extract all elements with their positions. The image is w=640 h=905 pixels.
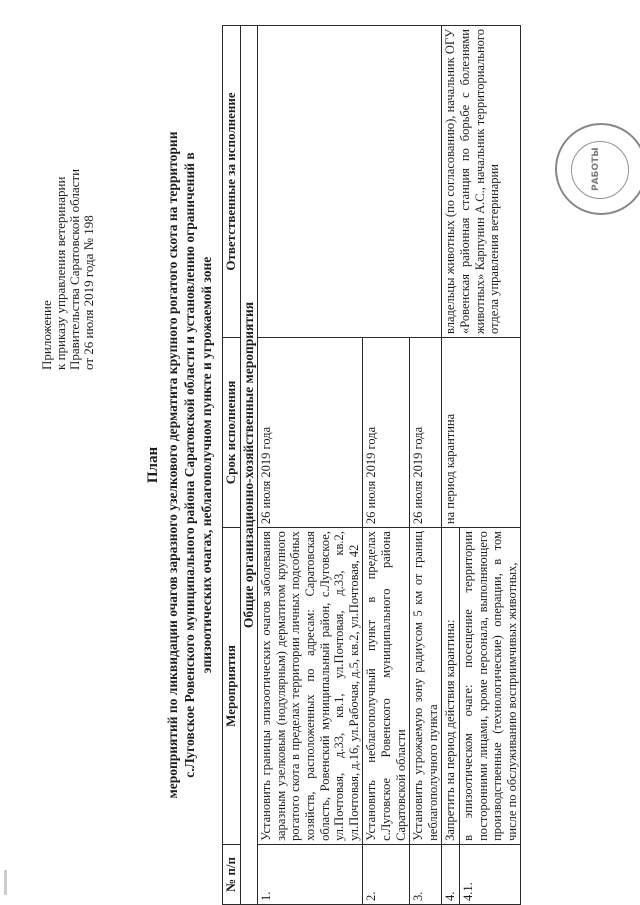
row-activity: Установить угрожаемую зону радиусом 5 км от границ неблагополучного пункта: [410, 528, 442, 845]
annex-line: Правительства Саратовской области: [67, 168, 82, 370]
official-stamp: [555, 123, 640, 215]
header-responsible: Ответственные за исполнение: [223, 26, 241, 338]
header-activity: Мероприятия: [223, 528, 241, 845]
scan-margin-mark: [4, 870, 7, 895]
row-responsible: владельцы животных (по согласованию), начальник ОГУ «Ровенская районная станция по борьбе с болезнями животных» Карпунин А.С., начальник территориального отдела управления ветеринарии: [442, 26, 521, 338]
stamp-text: РАБОТЫ: [591, 147, 601, 191]
row-responsible: [258, 26, 442, 338]
annex-line: Приложение: [39, 300, 54, 370]
title-line: с.Луговское Ровенского муниципального района Саратовской области и установлению ограничений в: [182, 152, 197, 778]
table-header-row: [223, 26, 241, 905]
row-activity: в эпизоотическом очаге: посещение территории посторонними лицами, кроме персонала, выполняющего производственные (технологические) операции, в том числе по обслуживанию восприимчивых животных,: [459, 528, 520, 845]
table-row: [258, 26, 363, 905]
row-term: 26 июля 2019 года: [363, 337, 410, 527]
plan-table: [222, 25, 521, 905]
row-term: 26 июля 2019 года: [410, 337, 442, 527]
document-title: [145, 85, 215, 845]
annex-line: от 26 июля 2019 года № 198: [81, 215, 96, 370]
header-term: Срок исполнения: [223, 337, 241, 527]
row-num: 4.1.: [459, 844, 520, 904]
row-term: на период карантина: [442, 337, 521, 527]
row-num: 1.: [258, 844, 363, 904]
title-line: эпизоотических очагах, неблагополучном пункте и угрожаемой зоне: [199, 256, 214, 674]
section-title: Общие организационно-хозяйственные мероприятия: [240, 26, 258, 905]
table-row: [442, 26, 460, 905]
title-heading: План: [145, 446, 161, 484]
annex-block: [40, 169, 96, 370]
row-activity: Запретить на период действия карантина:: [442, 528, 460, 845]
annex-line: к приказу управления ветеринарии: [53, 176, 68, 370]
row-num: 3.: [410, 844, 442, 904]
row-term: 26 июля 2019 года: [258, 337, 363, 527]
row-num: 2.: [363, 844, 410, 904]
header-num: № п/п: [223, 844, 241, 904]
row-activity: Установить границы эпизоотических очагов заболевания заразным узелковым (нодулярным) дерматитом крупного рогатого скота в пределах территории личных подсобных хозяйств, расположенных по адресам: Саратовская область, Ровенский муниципальный район, с.Луговское, ул.Почтовая, д.33, кв.1, ул.Почтовая, д.33, кв.2, ул.Почтовая, д.16, ул.Рабочая, д.5, кв.2, ул.Почтовая, 42: [258, 528, 363, 845]
row-num: 4.: [442, 844, 460, 904]
title-line: мероприятий по ликвидации очагов заразного узелкового дерматита крупного рогатого скота на территории: [165, 131, 180, 799]
row-activity: Установить неблагополучный пункт в пределах с.Луговское Ровенского муниципального района Саратовской области: [363, 528, 410, 845]
section-row: [240, 26, 258, 905]
